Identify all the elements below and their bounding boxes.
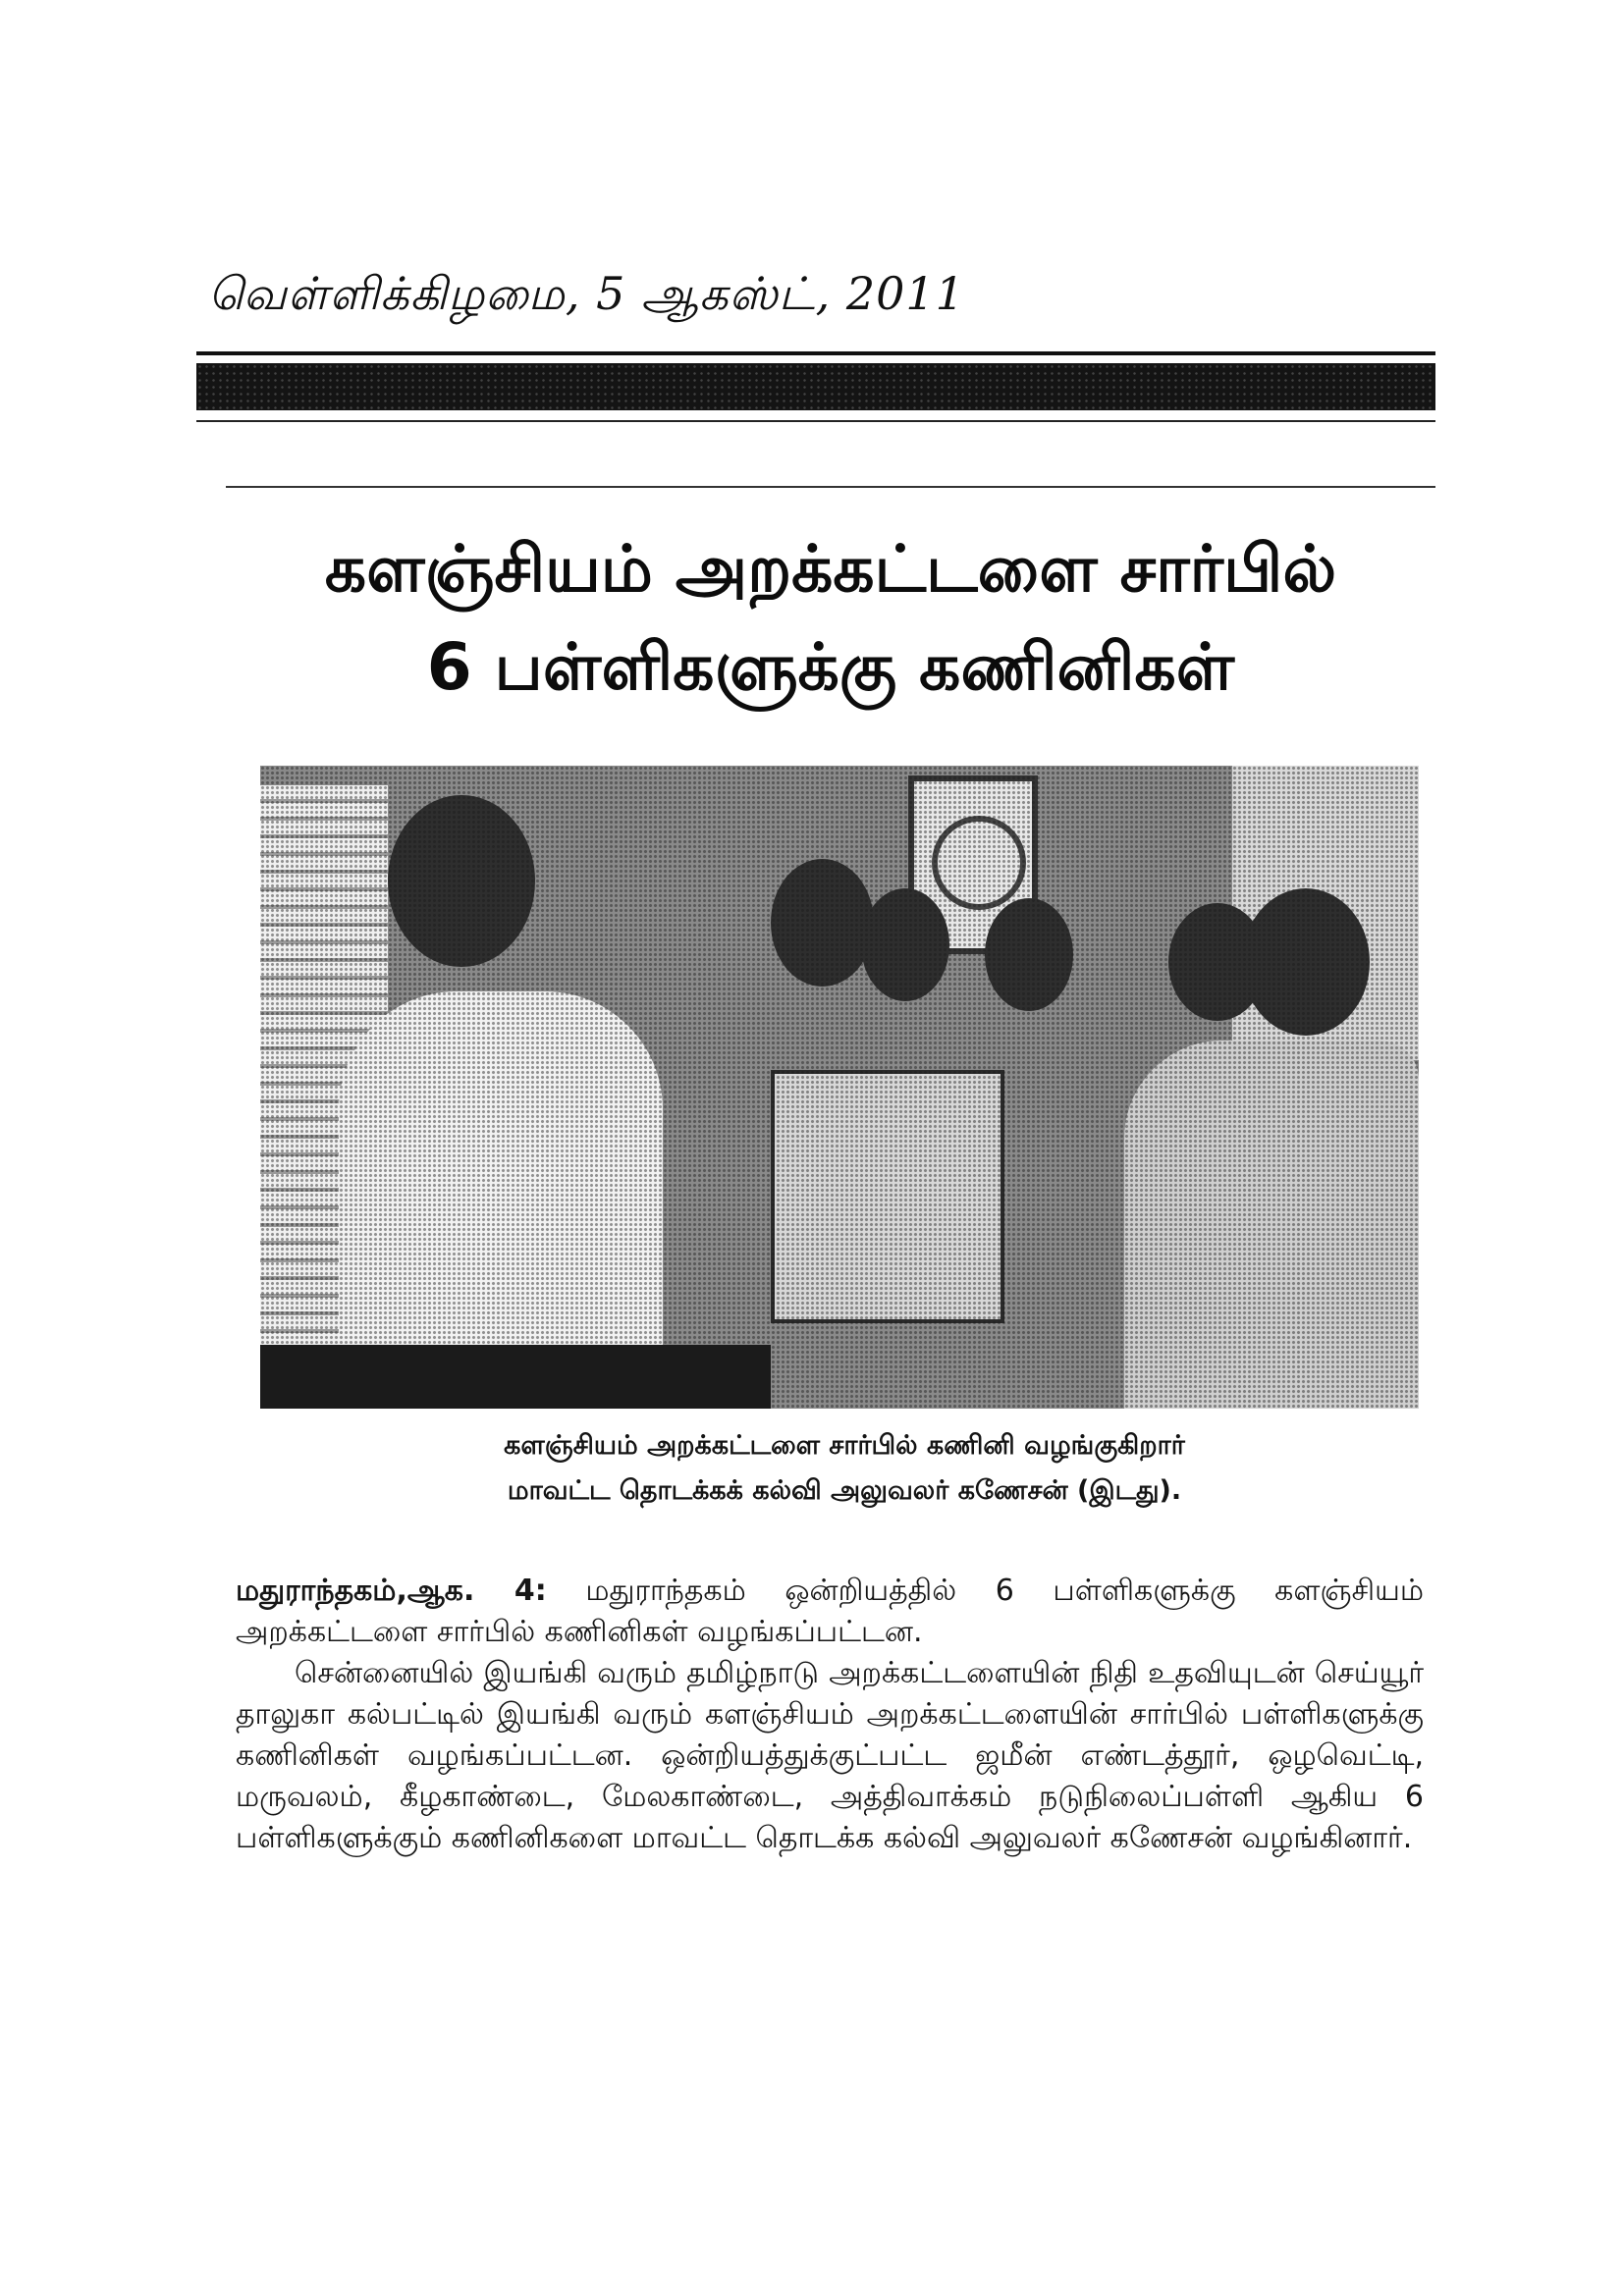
headline-line-2: 6 பள்ளிகளுக்கு கணினிகள் [426, 629, 1235, 705]
article-body [236, 1571, 1424, 1859]
article-paragraph-2: சென்னையில் இயங்கி வரும் தமிழ்நாடு அறக்கட்டளையின் நிதி உதவியுடன் செய்யூர் தாலுகா கல்பட்டில் இயங்கி வரும் களஞ்சியம் அறக்கட்டளையின் சார்பில் பள்ளிகளுக்கு கணினிகள் வழங்கப்பட்டன. ஒன்றியத்துக்குட்பட்ட ஜமீன் எண்டத்தூர், ஒழவெட்டி, மருவலம், கீழகாண்டை, மேலகாண்டை, அத்திவாக்கம் நடுநிலைப்பள்ளி ஆகிய 6 பள்ளிகளுக்கும் கணினிகளை மாவட்ட தொடக்க கல்வி அலுவலர் கணேசன் வழங்கினார். [236, 1656, 1424, 1855]
photo-caption-line-1: களஞ்சியம் அறக்கட்டளை சார்பில் கணினி வழங்குகிறார் [504, 1430, 1185, 1461]
masthead-band-texture [196, 363, 1435, 410]
newspaper-dateline: வெள்ளிக்கிழமை, 5 ஆகஸ்ட், 2011 [208, 267, 965, 320]
masthead-rule-top [196, 351, 1435, 355]
photo-halftone [260, 766, 1419, 1409]
article-rule [226, 486, 1435, 488]
masthead-rule-bottom [196, 420, 1435, 422]
article-paragraph-1-text: மதுராந்தகம் ஒன்றியத்தில் 6 பள்ளிகளுக்கு களஞ்சியம் அறக்கட்டளை சார்பில் கணினிகள் வழங்கப்பட்டன. [236, 1574, 1424, 1649]
photo-caption-line-2: மாவட்ட தொடக்கக் கல்வி அலுவலர் கணேசன் (இடது). [507, 1475, 1182, 1506]
article-dateline: மதுராந்தகம்,ஆக. 4: [236, 1574, 547, 1608]
headline-line-1: களஞ்சியம் அறக்கட்டளை சார்பில் [324, 531, 1337, 607]
news-photo [260, 766, 1419, 1409]
photo-caption [295, 1423, 1394, 1514]
article-headline [226, 520, 1435, 717]
article-paragraph-1 [236, 1571, 1424, 1653]
